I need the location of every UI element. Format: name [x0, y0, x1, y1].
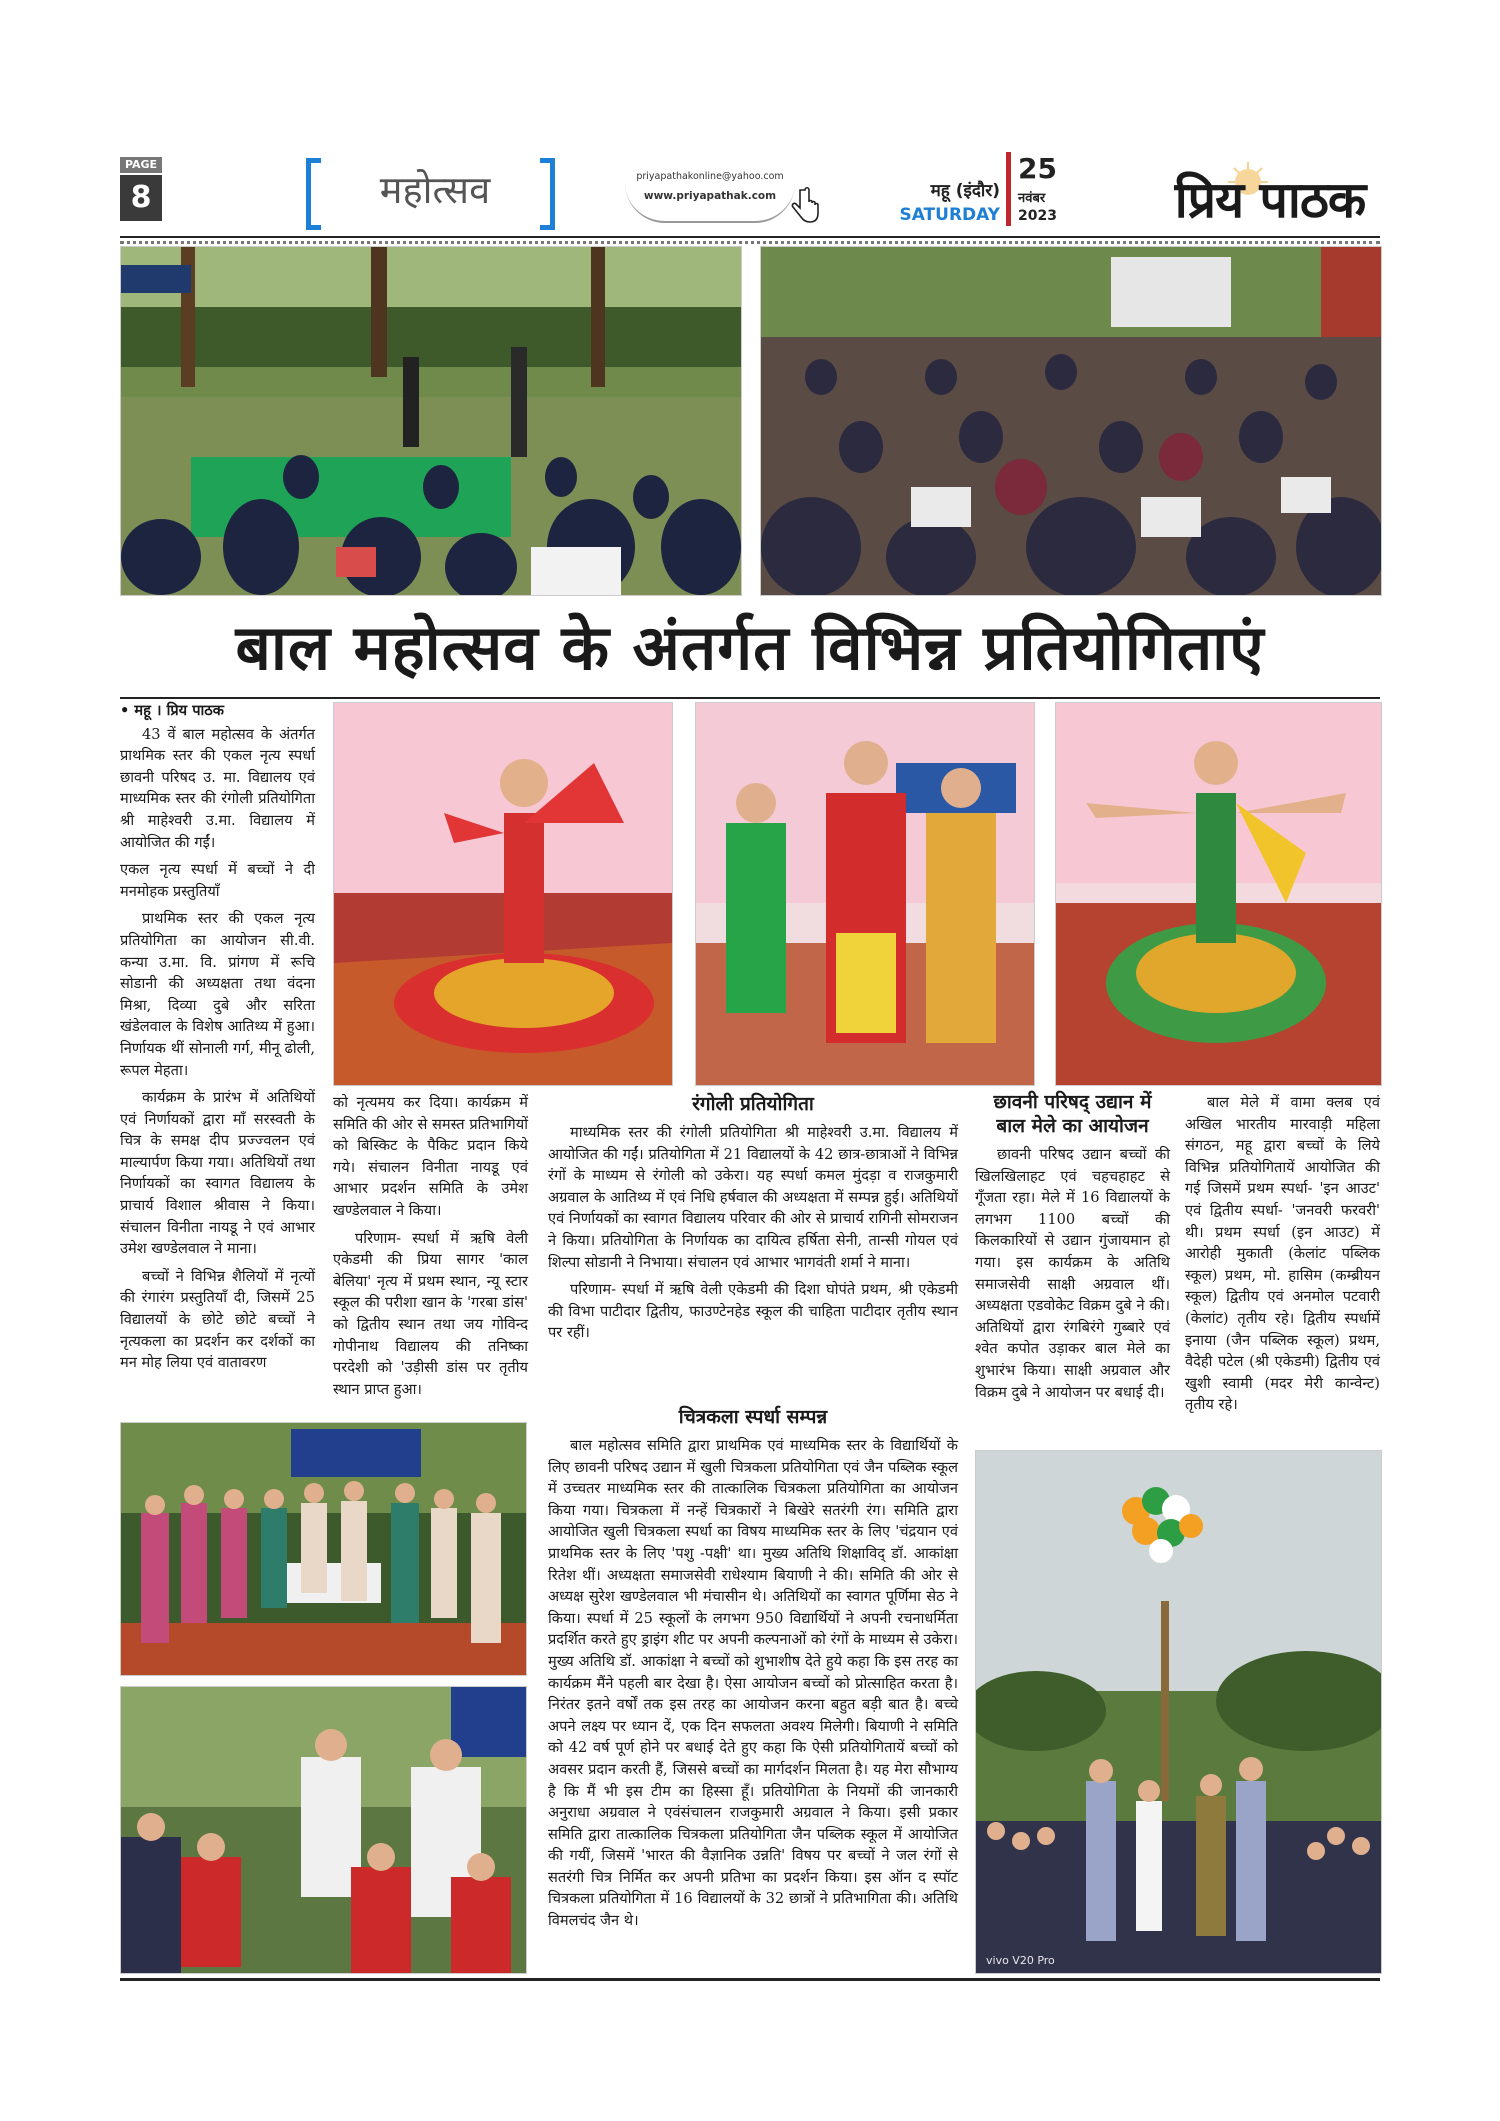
- page-label: PAGE: [120, 157, 162, 173]
- col1-para4: बच्चों ने विभिन्न शैलियों में नृत्यों की रंगारंग प्रस्तुतियाँ दी, जिसमें 25 विद्यालयों के छोटे छोटे बच्चों ने नृत्यकला का प्रदर्शन कर दर्शकों का मन मोह लिया एवं वातावरण: [120, 1267, 315, 1372]
- day-text: SATURDAY: [899, 205, 1000, 225]
- photo-drawing-competition-left: [120, 246, 742, 596]
- section-bracket-right: [540, 158, 555, 230]
- photo-prize-distribution: [120, 1686, 527, 1974]
- section-title: महोत्सव: [379, 168, 491, 212]
- byline: • महू । प्रिय पाठक: [120, 702, 224, 719]
- header-rule: [120, 236, 1380, 238]
- section-bracket-left: [306, 158, 321, 230]
- photo-baal-mela-opening: [975, 1450, 1382, 1974]
- article-col2: [333, 1092, 528, 1406]
- rangoli-article: [548, 1092, 958, 1350]
- page-number: 8: [120, 175, 162, 221]
- page-number-box: [120, 157, 162, 229]
- date-divider: [1006, 152, 1011, 226]
- photo-dance-group: [695, 702, 1035, 1086]
- chitrakala-para1: बाल महोत्सव समिति द्वारा प्राथमिक एवं माध्यमिक स्तर के विद्यार्थियों के लिए छावनी परिषद उद्यान में खुली चित्रकला प्रतियोगिता एवं जैन पब्लिक स्कूल में उच्चतर माध्यमिक स्तर की तात्कालिक चित्रकला प्रतियोगिता का आयोजन किया गया। चित्रकला में नन्हें चित्रकारों ने बिखेरे सतरंगी रंग। समिति द्वारा आयोजित खुली चित्रकला स्पर्धा का विषय माध्यमिक स्तर के लिए 'चंद्रयान एवं प्राथमिक स्तर के लिए 'पशु -पक्षी' था। मुख्य अतिथि शिक्षाविद् डॉ. आकांक्षा रितेश थीं। अध्यक्षता समाजसेवी राधेश्याम बियाणी ने की। समिति की ओर से अध्यक्ष सुरेश खण्डेलवाल भी मंचासीन थे। अतिथियों का स्वागत पूर्णिमा सेठ ने किया। स्पर्धा में 25 स्कूलों के लगभग 950 विद्यार्थियों ने अपनी रचनाधर्मिता प्रदर्शित करते हुए ड्राइंग शीट पर अपनी कल्पनाओं को रंगों के माध्यम से उकेरा। मुख्य अतिथि डॉ. आकांक्षा ने बच्चों को शुभाशीष देते हुये कहा कि इस तरह का कार्यक्रम मैंने पहली बार देखा है। ऐसा आयोजन बच्चों को प्रोत्साहित करता है। निरंतर इतने वर्षों तक इस तरह का आयोजन करना बहुत बड़ी बात है। बच्चे अपने लक्ष्य पर ध्यान दें, एक दिन सफलता अवश्य मिलेगी। बियाणी ने समिति को 42 वर्ष पूर्ण होने पर बधाई देते हुए कहा कि ऐसी प्रतियोगितायें बच्चों को अवसर प्रदान करती हैं, जिससे बच्चों का मार्गदर्शन मिलता है। यह मेरा सौभाग्य है कि मैं भी इस टीम का हिस्सा हूँ। प्रतियोगिता के नियमों की जानकारी अनुराधा अग्रवाल ने एवंसंचालन राजकुमारी अग्रवाल ने किया। इसी प्रकार समिति द्वारा तात्कालिक चित्रकला प्रतियोगिता जैन पब्लिक स्कूल में आयोजित की गयीं, जिसमें 'भारत की वैज्ञानिक उन्नति' विषय पर बच्चों ने जल रंगों से सतरंगी चित्र निर्मित कर अपनी प्रतिभा का प्रदर्शन किया। इस ऑन द स्पॉट चित्रकला प्रतियोगिता में 16 विद्यालयों के 32 छात्रों ने प्रतिभागिता की। अतिथि विमलचंद जैन थे।: [548, 1437, 958, 1930]
- date-year: 2023: [1018, 208, 1057, 224]
- baalmela-article-col2: [1185, 1092, 1380, 1422]
- baalmela-article-col1: [975, 1090, 1170, 1409]
- baalmela-title-line1: छावनी परिषद् उद्यान में: [993, 1091, 1152, 1113]
- main-headline: बाल महोत्सव के अंतर्गत विभिन्न प्रतियोगिताएं: [235, 611, 1265, 684]
- photo-watermark: vivo V20 Pro: [986, 1954, 1055, 1967]
- col1-para3: कार्यक्रम के प्रारंभ में अतिथियों एवं निर्णायकों द्वारा माँ सरस्वती के चित्र के समक्ष दीप प्रज्ज्वलन एवं माल्यार्पण किया गया। अतिथियों तथा निर्णायकों का स्वागत विद्यालय के प्राचार्य विशाल श्रीवास ने किया। संचालन विनीता नायडू ने एवं आभार उमेश खण्डेलवाल ने माना।: [120, 1089, 315, 1258]
- baalmela-para2: बाल मेले में वामा क्लब एवं अखिल भारतीय मारवाड़ी महिला संगठन, महू द्वारा बच्चों के लिये विभिन्न प्रतियोगितायें आयोजित की गई जिसमें प्रथम स्पर्धा- 'इन आउट' एवं द्वितीय स्पर्धा- 'जनवरी फरवरी' थी। प्रथम स्पर्धा (इन आउट) में आरोही मुकाती (केलांट पब्लिक स्कूल) प्रथम, मो. हासिम (कम्ब्रीयन स्कूल) द्वितीय एवं अनमोल पटवारी (केलांट) तृतीय रहे। द्वितीय स्पर्धामें इनाया (जैन पब्लिक स्कूल) प्रथम, वैदेही पटेल (श्री एकेडमी) द्वितीय एवं खुशी स्वामी (मदर मेरी कान्वेन्ट) तृतीय रहे।: [1185, 1094, 1380, 1414]
- masthead-logo: [1150, 160, 1390, 230]
- col1-para2: प्राथमिक स्तर की एकल नृत्य प्रतियोगिता का आयोजन सी.वी. कन्या उ.मा. वि. प्रांगण में रूचि सोडानी की अध्यक्षता तथा वंदना मिश्रा, दिव्या दुबे और सरिता खंडेलवाल के विशेष आतिथ्य में हुआ। निर्णायक थीं सोनाली गर्ग, मीनू ढोली, रूपल मेहता।: [120, 910, 315, 1079]
- col1-para1: 43 वें बाल महोत्सव के अंतर्गत प्राथमिक स्तर की एकल नृत्य स्पर्धा छावनी परिषद उ. मा. विद्यालय एवं माध्यमिक स्तर की रंगोली प्रतियोगिता श्री माहेश्वरी उ.मा. विद्यालय में आयोजित की गईं।: [120, 725, 315, 851]
- contact-badge: [625, 165, 795, 223]
- chitrakala-article: [548, 1405, 958, 1938]
- website-text: www.priyapathak.com: [643, 190, 777, 202]
- header-dotted-rule: [120, 241, 1380, 244]
- rangoli-title: रंगोली प्रतियोगिता: [692, 1093, 814, 1115]
- photo-drawing-competition-right: [760, 246, 1382, 596]
- photo-guests-stage: [120, 1422, 527, 1676]
- hand-pointer-icon: [790, 186, 820, 226]
- chitrakala-title: चित्रकला स्पर्धा सम्पन्न: [678, 1406, 828, 1428]
- photo-dance-solo-1: [333, 702, 673, 1086]
- city-text: महू (इंदौर): [930, 181, 1000, 201]
- rangoli-para1: माध्यमिक स्तर की रंगोली प्रतियोगिता श्री माहेश्वरी उ.मा. विद्यालय में आयोजित की गईं। प्रतियोगिता में 21 विद्यालयों के 42 छात्र-छात्राओं ने विभिन्न रंगों के माध्यम से रंगोली को उकेरा। यह स्पर्धा कमल मुंदड़ा व राजकुमारी अग्रवाल के आतिथ्य में एवं निधि हर्षवाल की अध्यक्षता में सम्पन्न हुई। अतिथियों एवं निर्णायकों का स्वागत विद्यालय परिवार की ओर से प्राचार्य रागिनी सोमराजन ने किया। प्रतियोगिता के निर्णायक का दायित्व हर्षिता सेनी, तान्सी गोयल एवं शिल्पा सोडानी ने निभाया। संचालन एवं आभार भागवंती शर्मा ने माना।: [548, 1124, 958, 1271]
- article-col1: [120, 700, 315, 1380]
- baalmela-para1: छावनी परिषद उद्यान बच्चों की खिलखिलाहट एवं चहचहाहट से गूँजता रहा। मेले में 16 विद्यालयों के लगभग 1100 बच्चों की किलकारियों से उद्यान गुंजायमान हो गया। इस कार्यक्रम के अतिथि समाजसेवी साक्षी अग्रवाल थीं। अध्यक्षता एडवोकेट विक्रम दुबे ने की। अतिथियों द्वारा रंगबिरंगे गुब्बारे एवं श्वेत कपोत उड़ाकर बाल मेले का शुभारंभ किया। साक्षी अग्रवाल और विक्रम दुबे ने आयोजन पर बधाई दी।: [975, 1146, 1170, 1401]
- masthead-text: प्रिय पाठक: [1174, 171, 1366, 229]
- col2-para1: को नृत्यमय कर दिया। कार्यक्रम में समिति की ओर से समस्त प्रतिभागियों को बिस्किट के पैकिट प्रदान किये गये। संचालन विनीता नायडू एवं आभार प्रदर्शन समिति के उमेश खण्डेलवाल ने किया।: [333, 1094, 528, 1219]
- footer-rule: [120, 1978, 1380, 1981]
- rangoli-para2: परिणाम- स्पर्धा में ऋषि वेली एकेडमी की दिशा घोपंते प्रथम, श्री एकेडमी की विभा पाटीदार द्वितीय, फाउण्टेनहेड स्कूल की चाहिता पाटीदार तृतीय स्थान पर रहीं।: [548, 1281, 958, 1342]
- photo-dance-solo-2: [1055, 702, 1382, 1086]
- col2-para2: परिणाम- स्पर्धा में ऋषि वेली एकेडमी की प्रिया सागर 'काल बेलिया' नृत्य में प्रथम स्थान, न्यू स्टार स्कूल की परीशा खान के 'गरबा डांस' को द्वितीय स्थान तथा जय गोविन्द गोपीनाथ विद्यालय की तनिष्का परदेशी को 'उड़ीसी डांस पर तृतीय स्थान प्राप्त हुआ।: [333, 1229, 528, 1398]
- date-month: नवंबर: [1018, 191, 1046, 206]
- baalmela-title-line2: बाल मेले का आयोजन: [996, 1115, 1149, 1137]
- date-num: 25: [1018, 152, 1057, 185]
- email-text: priyapathakonline@yahoo.com: [636, 171, 784, 182]
- col1-subhead: एकल नृत्य स्पर्धा में बच्चों ने दी मनमोहक प्रस्तुतियाँ: [120, 861, 315, 900]
- headline-rule: [120, 697, 1380, 699]
